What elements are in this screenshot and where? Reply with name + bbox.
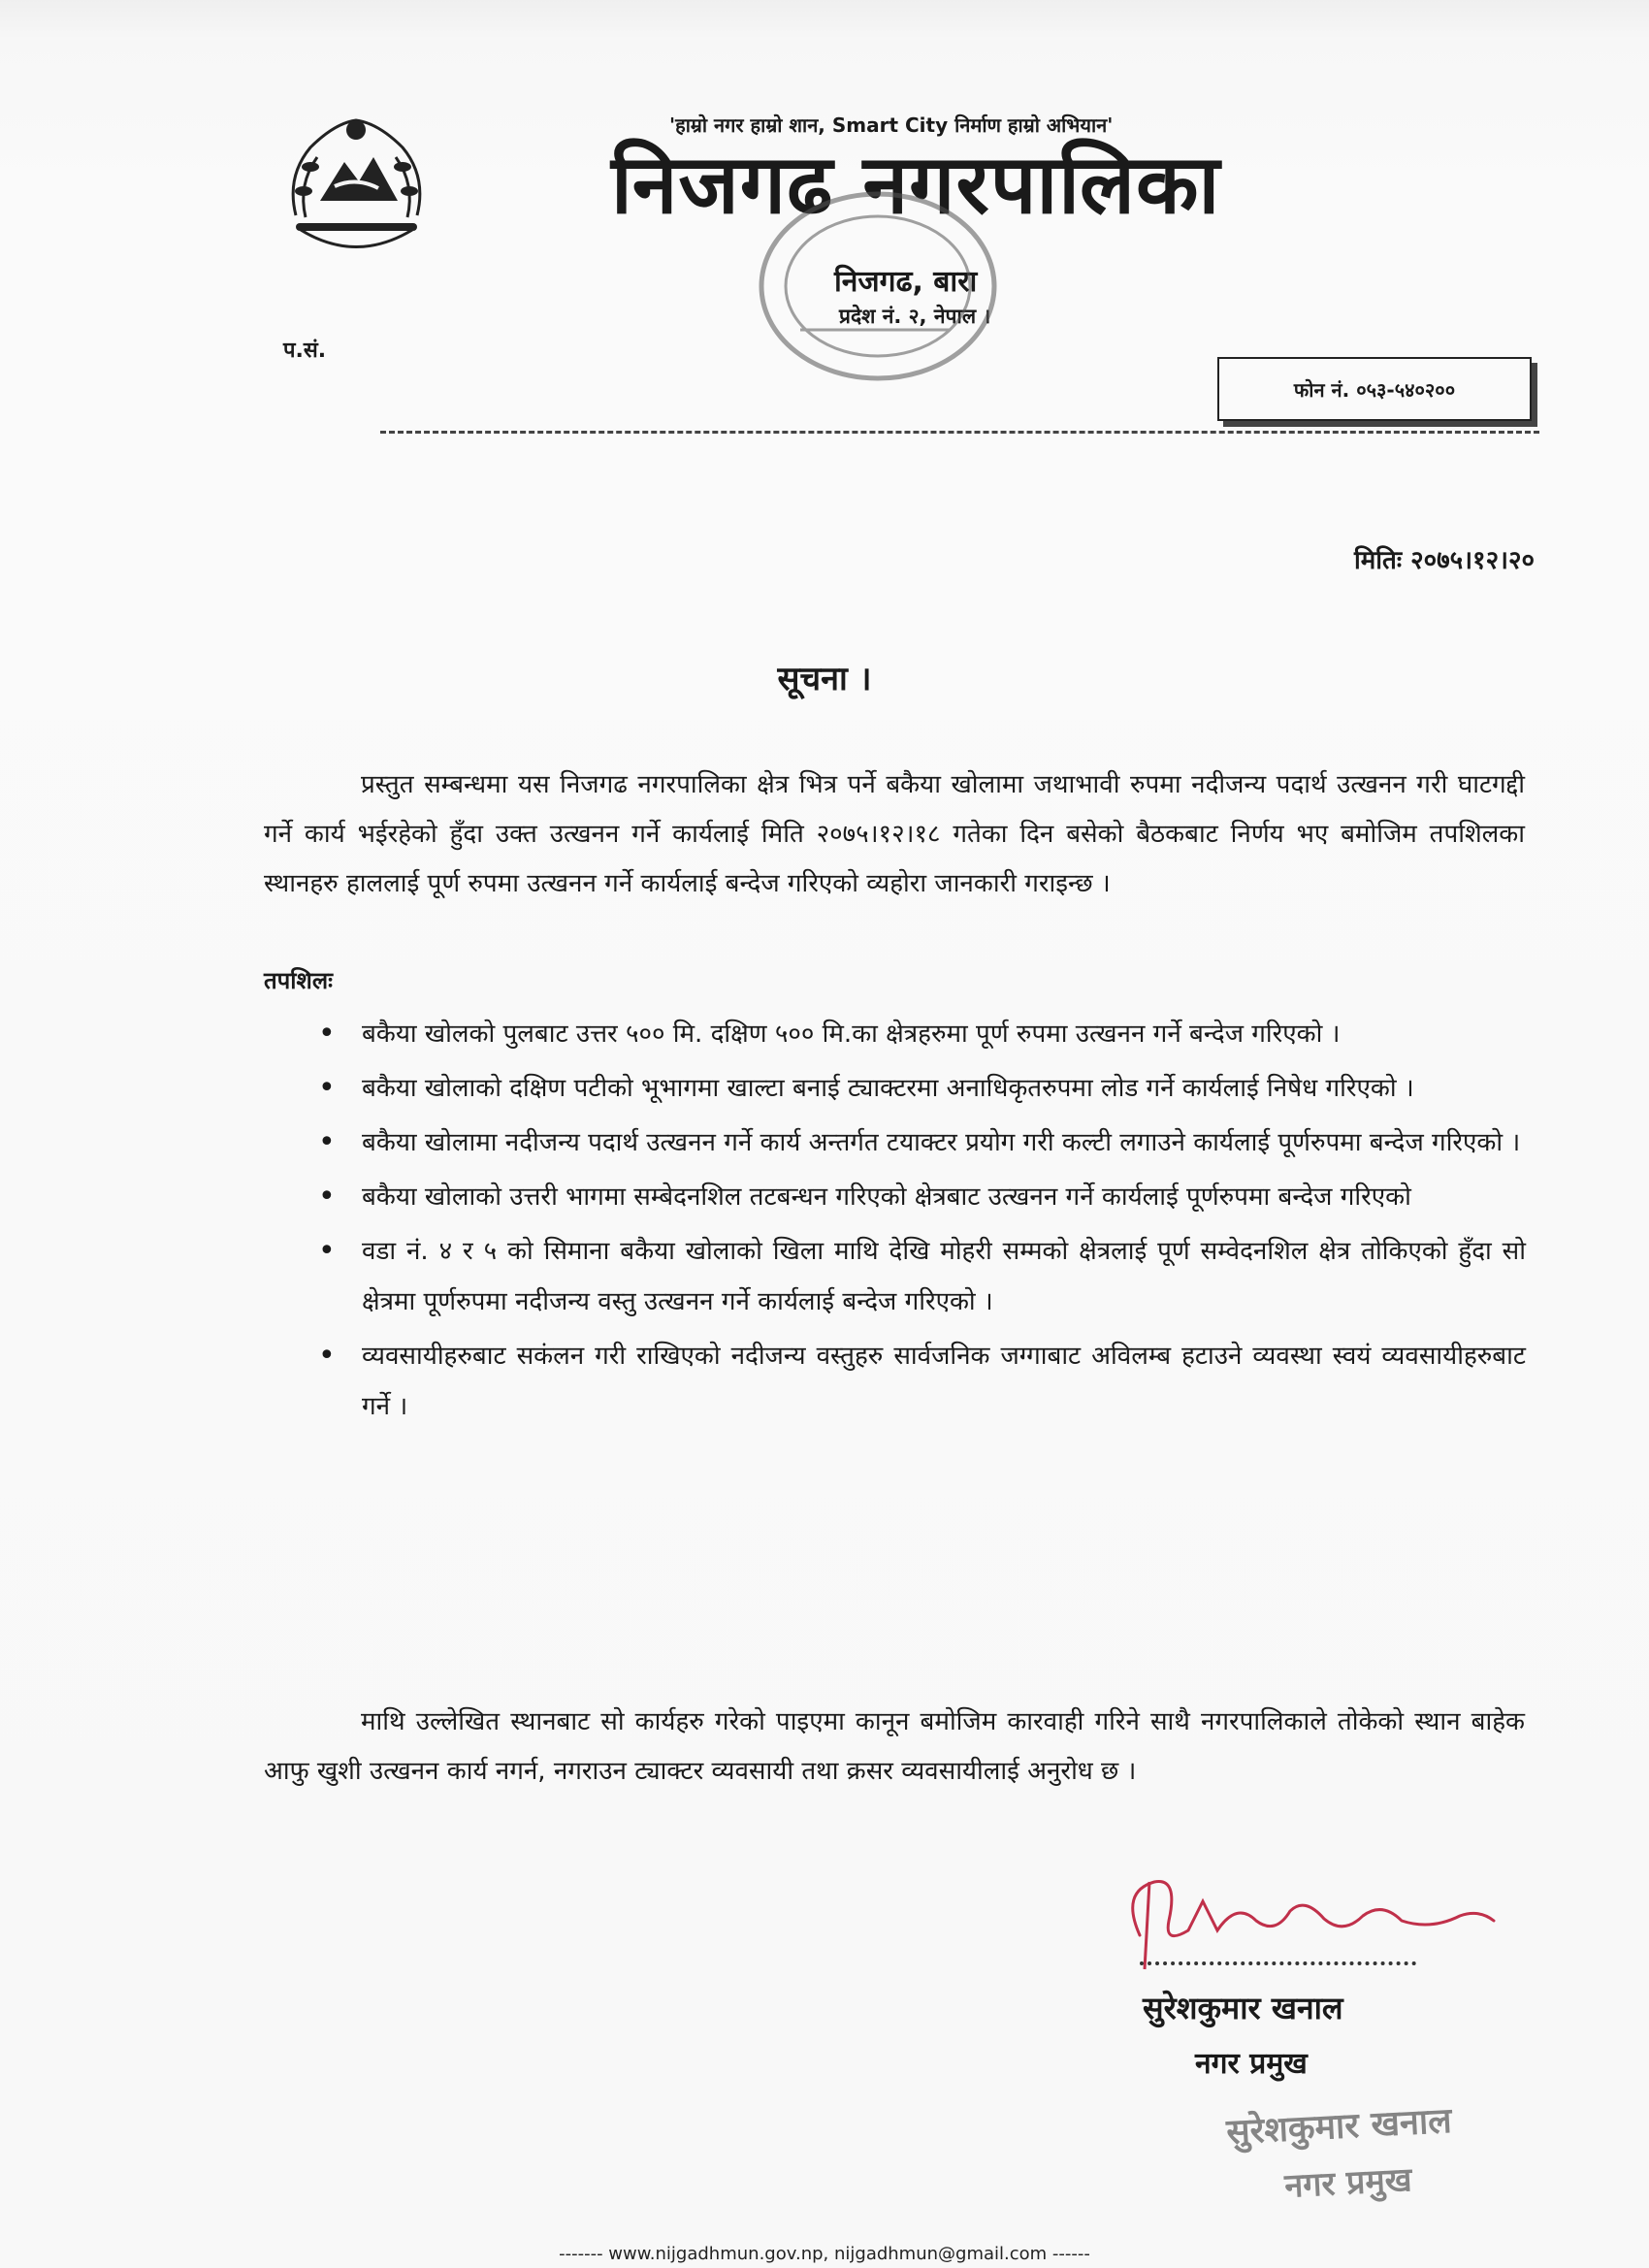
list-item: • व्यवसायीहरुबाट सकंलन गरी राखिएको नदीजन्य वस्तुहरु सार्वजनिक जग्गाबाट अविलम्ब हटाउने व्यवस्था स्वयं व्यवसायीहरुबाट गर्ने । <box>318 1331 1526 1432</box>
notice-title: सूचना । <box>777 660 872 698</box>
stamp-name-text: सुरेशकुमार खनाल <box>1225 2100 1453 2153</box>
reference-number-label: प.सं. <box>283 339 327 363</box>
signature-line <box>1140 1961 1416 1965</box>
municipality-name: निजगढ नगरपालिका <box>611 137 1221 232</box>
intro-paragraph: प्रस्तुत सम्बन्धमा यस निजगढ नगरपालिका क्षेत्र भित्र पर्ने बकैया खोलामा जथाभावी रुपमा नदीजन्य पदार्थ उत्खनन गरी घाटगद्दी गर्ने कार्य भईरहेको हुँदा उक्त उत्खनन गर्ने कार्यलाई मिति २०७५।१२।१८ गतेका दिन बसेको बैठकबाट निर्णय भए बमोजिम तपशिलका स्थानहरु हाललाई पूर्ण रुपमा उत्खनन गर्ने कार्यलाई बन्देज गरिएको व्यहोरा जानकारी गराइन्छ । <box>264 770 1525 898</box>
list-item: • बकैया खोलको पुलबाट उत्तर ५०० मि. दक्षिण ५०० मि.का क्षेत्रहरुमा पूर्ण रुपमा उत्खनन गर्ने बन्देज गरिएको । <box>318 1009 1526 1059</box>
header-divider <box>380 431 1539 434</box>
schedule-list <box>318 1009 1526 1436</box>
list-item: • बकैया खोलाको उत्तरी भागमा सम्बेदनशिल तटबन्धन गरिएको क्षेत्रबाट उत्खनन गर्ने कार्यलाई पूर्णरुपमा बन्देज गरिएको <box>318 1172 1526 1222</box>
phone-number-box <box>1217 357 1532 421</box>
list-item: • बकैया खोलाको दक्षिण पटीको भूभागमा खाल्टा बनाई ट्याक्टरमा अनाधिकृतरुपमा लोड गर्ने कार्यलाई निषेध गरिएको । <box>318 1063 1526 1114</box>
stamp-title-text: नगर प्रमुख <box>1283 2160 1413 2206</box>
office-stamp-icon <box>747 184 999 388</box>
nepal-emblem-icon <box>276 109 436 269</box>
letterhead-slogan: 'हाम्रो नगर हाम्रो शान, Smart City निर्माण हाम्रो अभियान' <box>669 113 1114 137</box>
address-province: प्रदेश नं. २, नेपाल । <box>839 305 991 328</box>
schedule-label: तपशिलः <box>264 967 333 994</box>
letter-date: मितिः २०७५।१२।२० <box>1353 546 1535 575</box>
address-city: निजगढ, बारा <box>834 265 978 299</box>
list-item: • बकैया खोलामा नदीजन्य पदार्थ उत्खनन गर्ने कार्य अन्तर्गत टयाक्टर प्रयोग गरी कल्टी लगाउने कार्यलाई पूर्णरुपमा बन्देज गरिएको । <box>318 1118 1526 1168</box>
signatory-name: सुरेशकुमार खनाल <box>1143 1990 1343 2026</box>
list-item: • वडा नं. ४ र ५ को सिमाना बकैया खोलाको खिला माथि देखि मोहरी सम्मको क्षेत्रलाई पूर्ण सम्वेदनशिल क्षेत्र तोकिएको हुँदा सो क्षेत्रमा पूर्णरुपमा नदीजन्य वस्तु उत्खनन गर्ने कार्यलाई बन्देज गरिएको । <box>318 1226 1526 1327</box>
name-stamp-icon <box>1217 2100 1479 2212</box>
closing-paragraph: माथि उल्लेखित स्थानबाट सो कार्यहरु गरेको पाइएमा कानून बमोजिम कारवाही गरिने साथै नगरपालिकाले तोकेको स्थान बाहेक आफु खुशी उत्खनन कार्य नगर्न, नगराउन ट्याक्टर व्यवसायी तथा क्रसर व्यवसायीलाई अनुरोध छ । <box>264 1707 1525 1786</box>
footer-contact: ------- www.nijgadhmun.gov.np, nijgadhmun@gmail.com ------ <box>559 2244 1090 2264</box>
phone-number: फोन नं. ०५३-५४०२०० <box>1293 377 1456 402</box>
signatory-title: नगर प्रमुख <box>1195 2047 1308 2081</box>
